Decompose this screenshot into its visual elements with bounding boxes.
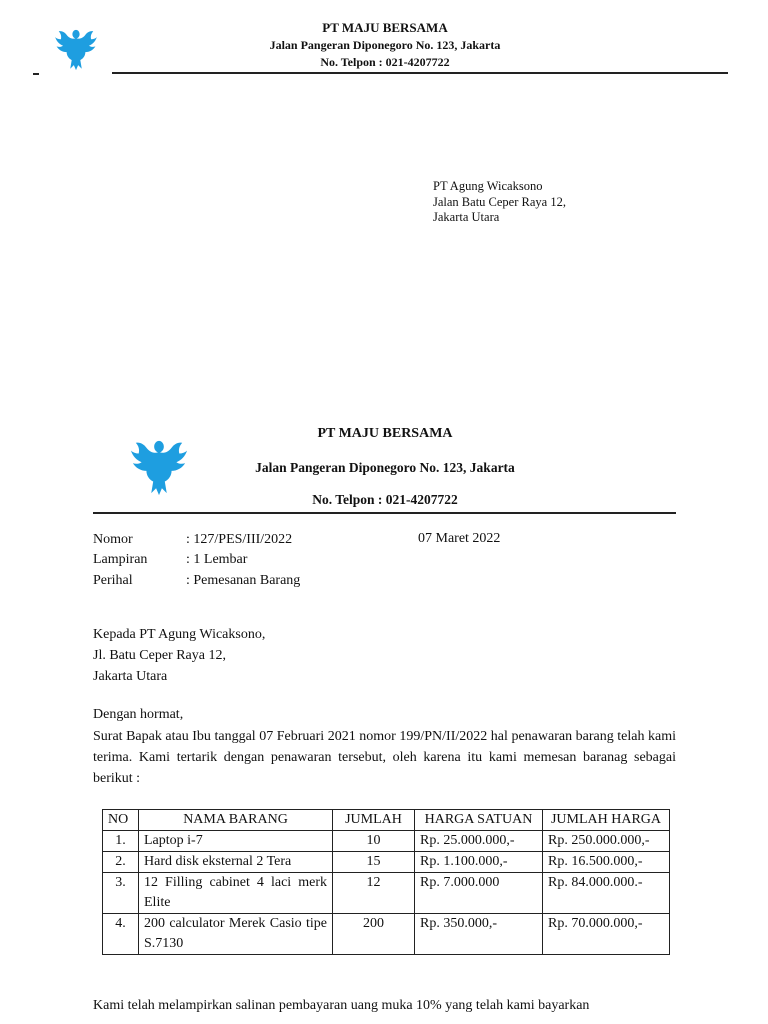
addressee-block xyxy=(93,624,265,687)
table-header-row xyxy=(103,810,670,831)
cell-total-price: Rp. 70.000.000,- xyxy=(543,914,670,955)
main-company-name: PT MAJU BERSAMA xyxy=(317,426,453,441)
main-address: Jalan Pangeran Diponegoro No. 123, Jakarta xyxy=(255,460,515,475)
perihal-label: Perihal xyxy=(93,573,133,588)
perihal-value: : Pemesanan Barang xyxy=(186,573,301,588)
addressee-line: Jl. Batu Ceper Raya 12, xyxy=(93,648,226,663)
cell-name: Laptop i-7 xyxy=(139,831,333,852)
greeting: Dengan hormat, xyxy=(93,707,184,722)
cell-no: 3. xyxy=(103,873,139,914)
eagle-logo-icon xyxy=(130,437,188,499)
cell-qty: 200 xyxy=(333,914,415,955)
table-row xyxy=(103,852,670,873)
addressee-line: Kepada PT Agung Wicaksono, xyxy=(93,627,266,642)
cell-qty: 15 xyxy=(333,852,415,873)
cell-name: 200 calculator Merek Casio tipe S.7130 xyxy=(139,914,333,955)
recipient-line: Jalan Batu Ceper Raya 12, xyxy=(433,194,566,209)
col-header-name: NAMA BARANG xyxy=(139,810,333,831)
recipient-line: Jakarta Utara xyxy=(433,210,500,224)
col-header-total-price: JUMLAH HARGA xyxy=(543,810,670,831)
cell-unit-price: Rp. 7.000.000 xyxy=(415,873,543,914)
letterhead-company-name: PT MAJU BERSAMA xyxy=(322,20,448,35)
cell-total-price: Rp. 250.000.000,- xyxy=(543,831,670,852)
nomor-value: : 127/PES/III/2022 xyxy=(186,532,293,547)
main-divider xyxy=(93,512,676,514)
letterhead-dash xyxy=(33,73,39,75)
letter-date: 07 Maret 2022 xyxy=(418,531,501,546)
letterhead-divider xyxy=(112,72,728,74)
cell-name: 12 Filling cabinet 4 laci merk Elite xyxy=(139,873,333,914)
cell-no: 1. xyxy=(103,831,139,852)
recipient-block xyxy=(433,179,566,226)
order-table xyxy=(102,809,670,955)
closing-paragraph: Kami telah melampirkan salinan pembayaran uang muka 10% yang telah kami bayarkan xyxy=(93,998,590,1013)
cell-total-price: Rp. 16.500.000,- xyxy=(543,852,670,873)
recipient-line: PT Agung Wicaksono xyxy=(433,179,543,193)
col-header-no: NO xyxy=(103,810,139,831)
letterhead-phone: No. Telpon : 021-4207722 xyxy=(320,55,450,69)
col-header-unit-price: HARGA SATUAN xyxy=(415,810,543,831)
nomor-label: Nomor xyxy=(93,532,133,547)
cell-no: 4. xyxy=(103,914,139,955)
cell-qty: 10 xyxy=(333,831,415,852)
cell-total-price: Rp. 84.000.000.- xyxy=(543,873,670,914)
table-row xyxy=(103,914,670,955)
cell-unit-price: Rp. 350.000,- xyxy=(415,914,543,955)
cell-name: Hard disk eksternal 2 Tera xyxy=(139,852,333,873)
table-row xyxy=(103,873,670,914)
addressee-line: Jakarta Utara xyxy=(93,669,168,684)
cell-unit-price: Rp. 25.000.000,- xyxy=(415,831,543,852)
cell-no: 2. xyxy=(103,852,139,873)
eagle-logo-icon xyxy=(54,27,98,73)
cell-qty: 12 xyxy=(333,873,415,914)
main-phone: No. Telpon : 021-4207722 xyxy=(312,492,458,507)
table-row xyxy=(103,831,670,852)
lampiran-value: : 1 Lembar xyxy=(186,552,248,567)
letterhead-address: Jalan Pangeran Diponegoro No. 123, Jakarta xyxy=(269,38,501,52)
intro-paragraph: Surat Bapak atau Ibu tanggal 07 Februari 2021 nomor 199/PN/II/2022 hal penawaran barang telah kami terima. Kami tertarik dengan penawaran tersebut, oleh karena itu kami memesan baranag sebagai berikut : xyxy=(93,729,676,786)
lampiran-label: Lampiran xyxy=(93,552,148,567)
cell-unit-price: Rp. 1.100.000,- xyxy=(415,852,543,873)
col-header-qty: JUMLAH xyxy=(333,810,415,831)
